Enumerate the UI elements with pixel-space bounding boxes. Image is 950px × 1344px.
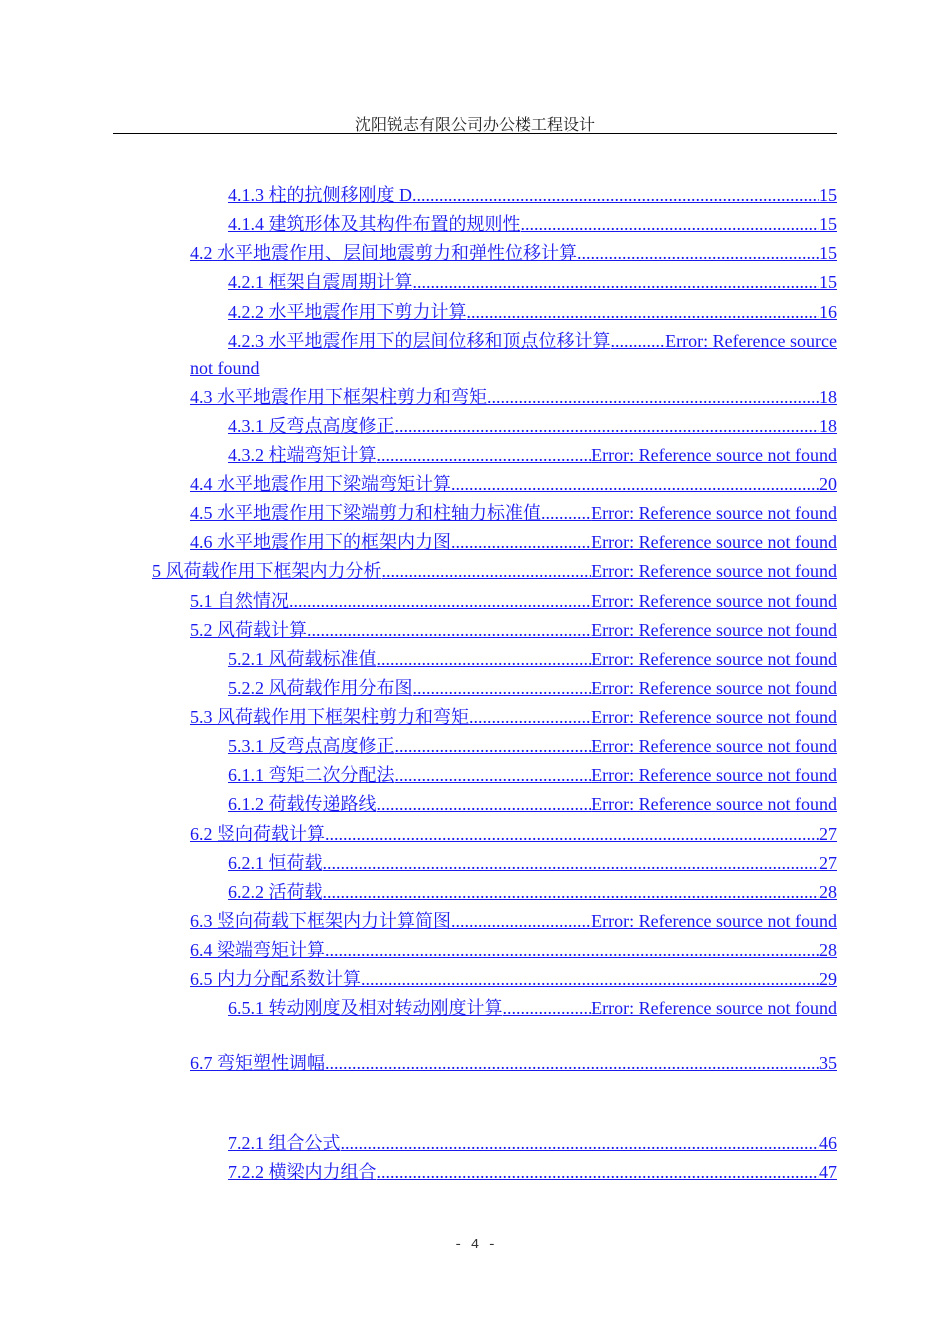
toc-entry[interactable]: 5.2 风荷载计算 ..... Error: Reference source not found [190,618,837,642]
toc-entry[interactable]: 6.2 竖向荷载计算 ..... 27 [190,822,837,846]
toc-entry[interactable]: 6.4 梁端弯矩计算 ..... 28 [190,938,837,962]
toc-entry[interactable]: 6.5 内力分配系数计算 ..... 29 [190,967,837,991]
toc-entry[interactable]: 5.2.2 风荷载作用分布图 ..... Error: Reference source not found [228,676,837,700]
toc-entry[interactable]: 4.2.3 水平地震作用下的层间位移和顶点位移计算 ..... Error: Reference source [228,329,837,353]
page-number: - 4 - [453,1237,496,1253]
toc-entry[interactable]: 4.2.1 框架自震周期计算 ..... 15 [228,270,837,294]
toc-entry[interactable]: 5.1 自然情况 ..... Error: Reference source not found [190,589,837,613]
toc-entry[interactable]: 4.5 水平地震作用下梁端剪力和柱轴力标准值 ..... Error: Reference source not found [190,501,837,525]
toc-entry[interactable]: 4.3 水平地震作用下框架柱剪力和弯矩 ..... 18 [190,385,837,409]
toc-entry[interactable]: 5.3 风荷载作用下框架柱剪力和弯矩 ..... Error: Reference source not found [190,705,837,729]
toc-entry[interactable]: 7.2.1 组合公式 ..... 46 [228,1131,837,1155]
toc-entry[interactable]: 5.2.1 风荷载标准值 ..... Error: Reference source not found [228,647,837,671]
toc-entry[interactable]: 5.3.1 反弯点高度修正 ..... Error: Reference source not found [228,734,837,758]
toc-entry-wrap[interactable]: not found [190,358,260,378]
toc-entry[interactable]: 4.6 水平地震作用下的框架内力图 ..... Error: Reference source not found [190,530,837,554]
toc-entry[interactable]: 6.7 弯矩塑性调幅 ..... 35 [190,1051,837,1075]
toc-entry[interactable]: 6.2.1 恒荷载 ..... 27 [228,851,837,875]
toc-entry[interactable]: 6.1.1 弯矩二次分配法 ..... Error: Reference source not found [228,763,837,787]
toc-entry[interactable]: 4.2 水平地震作用、层间地震剪力和弹性位移计算 ..... 15 [190,241,837,265]
header-rule [113,133,837,134]
toc-entry[interactable]: 4.3.1 反弯点高度修正 ..... 18 [228,414,837,438]
toc-entry[interactable]: 5 风荷载作用下框架内力分析 ..... Error: Reference source not found [152,559,837,583]
toc-entry[interactable]: 4.1.4 建筑形体及其构件布置的规则性 ..... 15 [228,212,837,236]
toc-entry[interactable]: 4.1.3 柱的抗侧移刚度 D ..... 15 [228,183,837,207]
toc-entry[interactable]: 6.1.2 荷载传递路线 ..... Error: Reference source not found [228,792,837,816]
toc-entry[interactable]: 6.2.2 活荷载 ..... 28 [228,880,837,904]
toc-entry[interactable]: 4.3.2 柱端弯矩计算 ..... Error: Reference source not found [228,443,837,467]
toc-entry[interactable]: 6.3 竖向荷载下框架内力计算简图 ..... Error: Reference source not found [190,909,837,933]
toc-entry[interactable]: 4.4 水平地震作用下梁端弯矩计算 ..... 20 [190,472,837,496]
toc-entry[interactable]: 7.2.2 横梁内力组合 ..... 47 [228,1160,837,1184]
toc-entry[interactable]: 6.5.1 转动刚度及相对转动刚度计算 ..... Error: Reference source not found [228,996,837,1020]
toc-entry[interactable]: 4.2.2 水平地震作用下剪力计算 ..... 16 [228,300,837,324]
page-header: 沈阳锐志有限公司办公楼工程设计 [354,117,595,134]
